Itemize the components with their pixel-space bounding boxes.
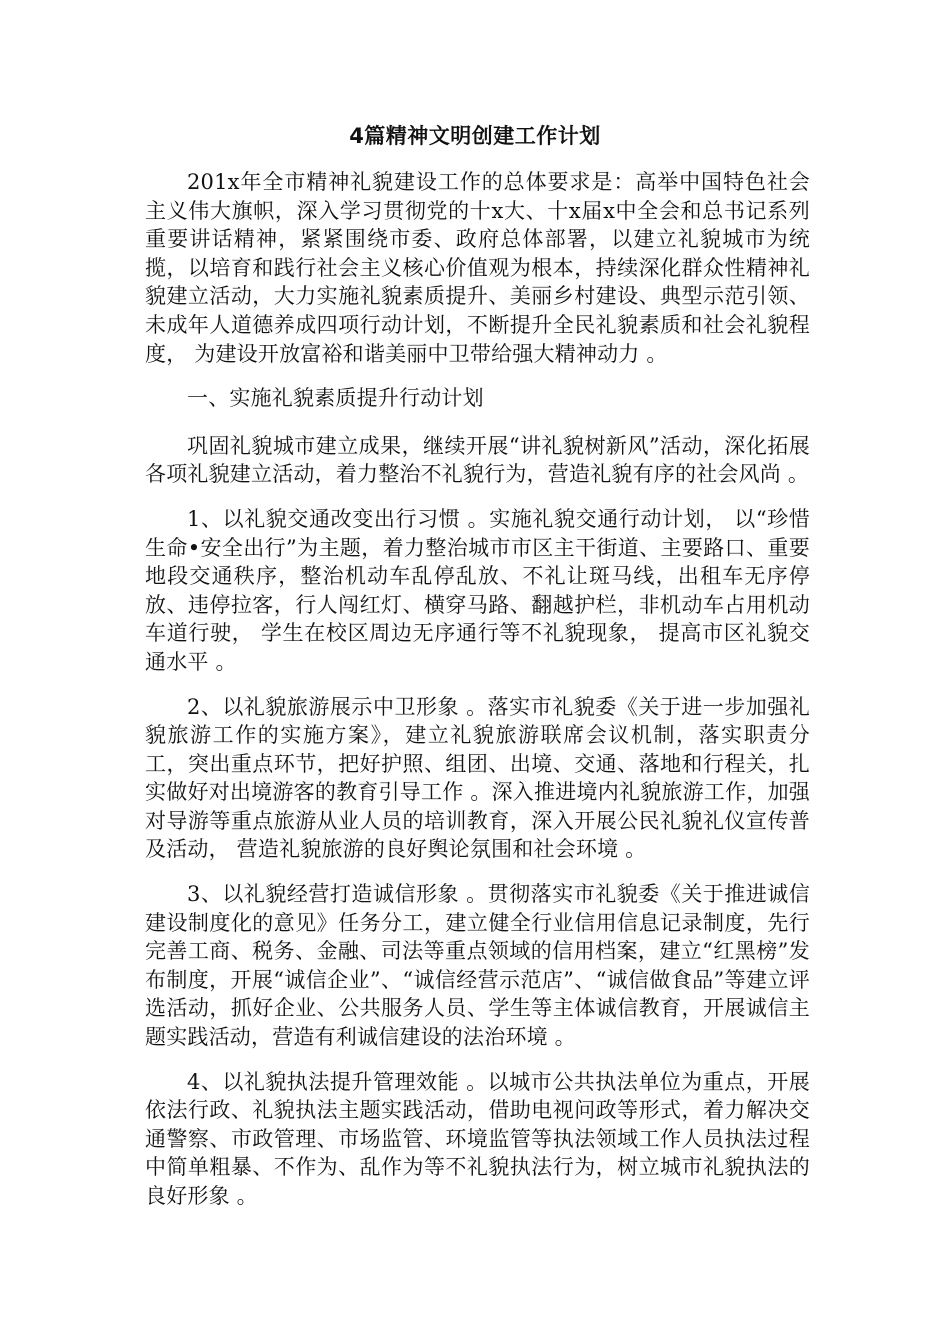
intro-paragraph: 201x年全市精神礼貌建设工作的总体要求是：高举中国特色社会主义伟大旗帜，深入学习贯彻党的十x大、十x届x中全会和总书记系列重要讲话精神，紧紧围绕市委、政府总体部署，以建立礼貌城市为统揽，以培育和践行社会主义核心价值观为根本，持续深化群众性精神礼貌建立活动，大力实施礼貌素质提升、美丽乡村建设、典型示范引领、未成年人道德养成四项行动计划，不断提升全民礼貌素质和社会礼貌程度， 为建设开放富裕和谐美丽中卫带给强大精神动力 。 <box>145 170 810 366</box>
item-1-paragraph: 1、以礼貌交通改变出行习惯 。实施礼貌交通行动计划， 以“珍惜生命•安全出行”为主题，着力整治城市市区主干街道、主要路口、重要地段交通秩序，整治机动车乱停乱放、不礼让斑马线，出租车无序停放、违停拉客，行人闯红灯、横穿马路、翻越护栏，非机动车占用机动车道行驶， 学生在校区周边无序通行等不礼貌现象， 提高市区礼貌交通水平 。 <box>145 506 810 674</box>
item-2-paragraph: 2、以礼貌旅游展示中卫形象 。落实市礼貌委《关于进一步加强礼貌旅游工作的实施方案》，建立礼貌旅游联席会议机制，落实职责分工，突出重点环节，把好护照、组团、出境、交通、落地和行程关，扎实做好对出境游客的教育引导工作 。深入推进境内礼貌旅游工作，加强对导游等重点旅游从业人员的培训教育，深入开展公民礼貌礼仪宣传普及活动， 营造礼貌旅游的良好舆论氛围和社会环境 。 <box>145 694 810 862</box>
item-4-paragraph: 4、以礼貌执法提升管理效能 。以城市公共执法单位为重点，开展依法行政、礼貌执法主题实践活动，借助电视问政等形式，着力解决交通警察、市政管理、市场监管、环境监管等执法领域工作人员执法过程中简单粗暴、不作为、乱作为等不礼貌执法行为，树立城市礼貌执法的良好形象 。 <box>145 1069 810 1208</box>
section-heading: 一、实施礼貌素质提升行动计划 <box>187 386 484 411</box>
item-3-paragraph: 3、以礼貌经营打造诚信形象 。贯彻落实市礼貌委《关于推进诚信建设制度化的意见》任务分工，建立健全行业信用信息记录制度，先行完善工商、税务、金融、司法等重点领域的信用档案，建立“红黑榜”发布制度，开展“诚信企业”、“诚信经营示范店”、“诚信做食品”等建立评选活动，抓好企业、公共服务人员、学生等主体诚信教育，开展诚信主题实践活动，营造有利诚信建设的法治环境 。 <box>145 882 810 1050</box>
section-intro-paragraph: 巩固礼貌城市建立成果，继续开展“讲礼貌树新风”活动，深化拓展各项礼貌建立活动，着力整治不礼貌行为，营造礼貌有序的社会风尚 。 <box>145 433 810 487</box>
document-title: 4篇精神文明创建工作计划 <box>349 124 601 148</box>
document-body <box>145 168 810 1227</box>
